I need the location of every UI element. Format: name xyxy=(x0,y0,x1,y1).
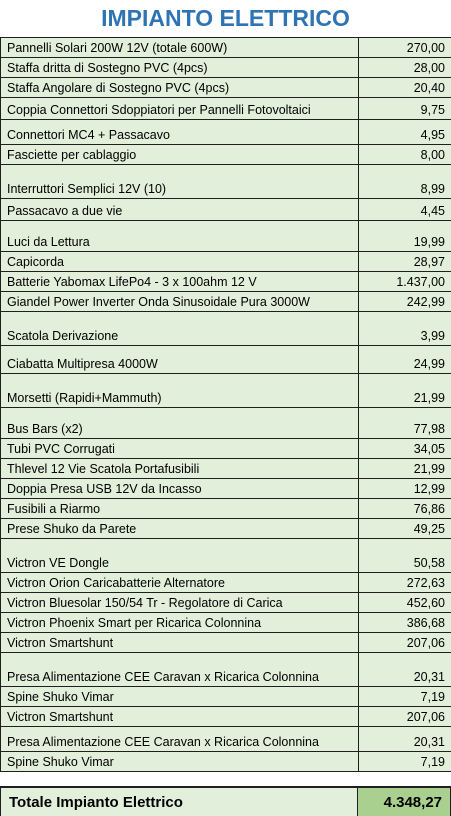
item-amount[interactable]: 20,40 xyxy=(359,78,451,98)
table-row xyxy=(1,539,451,573)
total-label[interactable]: Totale Impianto Elettrico xyxy=(0,788,358,816)
table-row xyxy=(1,459,451,479)
item-amount[interactable]: 21,99 xyxy=(359,459,451,479)
table-row xyxy=(1,78,451,98)
sheet-title: IMPIANTO ELETTRICO xyxy=(0,0,451,38)
item-amount[interactable]: 386,68 xyxy=(359,613,451,633)
item-description[interactable]: Coppia Connettori Sdoppiatori per Pannelli Fotovoltaici xyxy=(1,98,359,120)
table-row xyxy=(1,408,451,439)
item-description[interactable]: Victron VE Dongle xyxy=(1,539,359,573)
item-amount[interactable]: 207,06 xyxy=(359,633,451,653)
table-row xyxy=(1,272,451,292)
item-amount[interactable]: 20,31 xyxy=(359,653,451,687)
item-amount[interactable]: 7,19 xyxy=(359,752,451,772)
item-amount[interactable]: 76,86 xyxy=(359,499,451,519)
item-amount[interactable]: 4,95 xyxy=(359,120,451,145)
table-row xyxy=(1,653,451,687)
item-amount[interactable]: 7,19 xyxy=(359,687,451,707)
item-description[interactable]: Spine Shuko Vimar xyxy=(1,752,359,772)
item-description[interactable]: Capicorda xyxy=(1,252,359,272)
item-amount[interactable]: 21,99 xyxy=(359,374,451,408)
item-description[interactable]: Fasciette per cablaggio xyxy=(1,145,359,165)
item-description[interactable]: Victron Smartshunt xyxy=(1,707,359,727)
item-amount[interactable]: 24,99 xyxy=(359,346,451,374)
item-description[interactable]: Staffa Angolare di Sostegno PVC (4pcs) xyxy=(1,78,359,98)
table-row xyxy=(1,479,451,499)
table-row xyxy=(1,633,451,653)
item-description[interactable]: Tubi PVC Corrugati xyxy=(1,439,359,459)
table-row xyxy=(1,499,451,519)
table-row xyxy=(1,687,451,707)
item-description[interactable]: Victron Orion Caricabatterie Alternatore xyxy=(1,573,359,593)
item-amount[interactable]: 50,58 xyxy=(359,539,451,573)
items-table xyxy=(0,37,451,772)
item-amount[interactable]: 77,98 xyxy=(359,408,451,439)
table-row xyxy=(1,165,451,199)
item-description[interactable]: Giandel Power Inverter Onda Sinusoidale Pura 3000W xyxy=(1,292,359,312)
table-row xyxy=(1,573,451,593)
table-row xyxy=(1,312,451,346)
table-row xyxy=(1,439,451,459)
total-amount[interactable]: 4.348,27 xyxy=(358,788,451,816)
item-description[interactable]: Bus Bars (x2) xyxy=(1,408,359,439)
item-description[interactable]: Interruttori Semplici 12V (10) xyxy=(1,165,359,199)
item-amount[interactable]: 207,06 xyxy=(359,707,451,727)
item-description[interactable]: Presa Alimentazione CEE Caravan x Ricarica Colonnina xyxy=(1,653,359,687)
table-row xyxy=(1,613,451,633)
item-amount[interactable]: 28,00 xyxy=(359,58,451,78)
item-amount[interactable]: 452,60 xyxy=(359,593,451,613)
item-amount[interactable]: 12,99 xyxy=(359,479,451,499)
item-amount[interactable]: 3,99 xyxy=(359,312,451,346)
item-description[interactable]: Victron Phoenix Smart per Ricarica Colonnina xyxy=(1,613,359,633)
item-description[interactable]: Victron Smartshunt xyxy=(1,633,359,653)
item-description[interactable]: Batterie Yabomax LifePo4 - 3 x 100ahm 12 V xyxy=(1,272,359,292)
table-row xyxy=(1,120,451,145)
item-amount[interactable]: 34,05 xyxy=(359,439,451,459)
item-amount[interactable]: 242,99 xyxy=(359,292,451,312)
item-description[interactable]: Passacavo a due vie xyxy=(1,199,359,221)
table-row xyxy=(1,58,451,78)
item-amount[interactable]: 4,45 xyxy=(359,199,451,221)
table-row xyxy=(1,727,451,752)
item-description[interactable]: Morsetti (Rapidi+Mammuth) xyxy=(1,374,359,408)
item-description[interactable]: Prese Shuko da Parete xyxy=(1,519,359,539)
table-row xyxy=(1,346,451,374)
item-description[interactable]: Thlevel 12 Vie Scatola Portafusibili xyxy=(1,459,359,479)
table-row xyxy=(1,252,451,272)
item-amount[interactable]: 270,00 xyxy=(359,38,451,58)
table-row xyxy=(1,199,451,221)
item-description[interactable]: Ciabatta Multipresa 4000W xyxy=(1,346,359,374)
item-amount[interactable]: 8,99 xyxy=(359,165,451,199)
table-row xyxy=(1,98,451,120)
item-description[interactable]: Luci da Lettura xyxy=(1,221,359,252)
table-row xyxy=(1,707,451,727)
item-description[interactable]: Connettori MC4 + Passacavo xyxy=(1,120,359,145)
item-amount[interactable]: 1.437,00 xyxy=(359,272,451,292)
item-description[interactable]: Spine Shuko Vimar xyxy=(1,687,359,707)
item-amount[interactable]: 272,63 xyxy=(359,573,451,593)
item-description[interactable]: Scatola Derivazione xyxy=(1,312,359,346)
table-row xyxy=(1,221,451,252)
table-row xyxy=(1,519,451,539)
item-description[interactable]: Staffa dritta di Sostegno PVC (4pcs) xyxy=(1,58,359,78)
table-row xyxy=(1,374,451,408)
item-amount[interactable]: 9,75 xyxy=(359,98,451,120)
item-amount[interactable]: 19,99 xyxy=(359,221,451,252)
item-amount[interactable]: 28,97 xyxy=(359,252,451,272)
item-description[interactable]: Doppia Presa USB 12V da Incasso xyxy=(1,479,359,499)
item-description[interactable]: Fusibili a Riarmo xyxy=(1,499,359,519)
table-row xyxy=(1,593,451,613)
item-description[interactable]: Pannelli Solari 200W 12V (totale 600W) xyxy=(1,38,359,58)
table-row xyxy=(1,38,451,58)
item-amount[interactable]: 20,31 xyxy=(359,727,451,752)
total-row xyxy=(0,786,451,816)
item-description[interactable]: Presa Alimentazione CEE Caravan x Ricarica Colonnina xyxy=(1,727,359,752)
table-row xyxy=(1,292,451,312)
item-description[interactable]: Victron Bluesolar 150/54 Tr - Regolatore di Carica xyxy=(1,593,359,613)
table-row xyxy=(1,752,451,772)
item-amount[interactable]: 49,25 xyxy=(359,519,451,539)
table-row xyxy=(1,145,451,165)
item-amount[interactable]: 8,00 xyxy=(359,145,451,165)
